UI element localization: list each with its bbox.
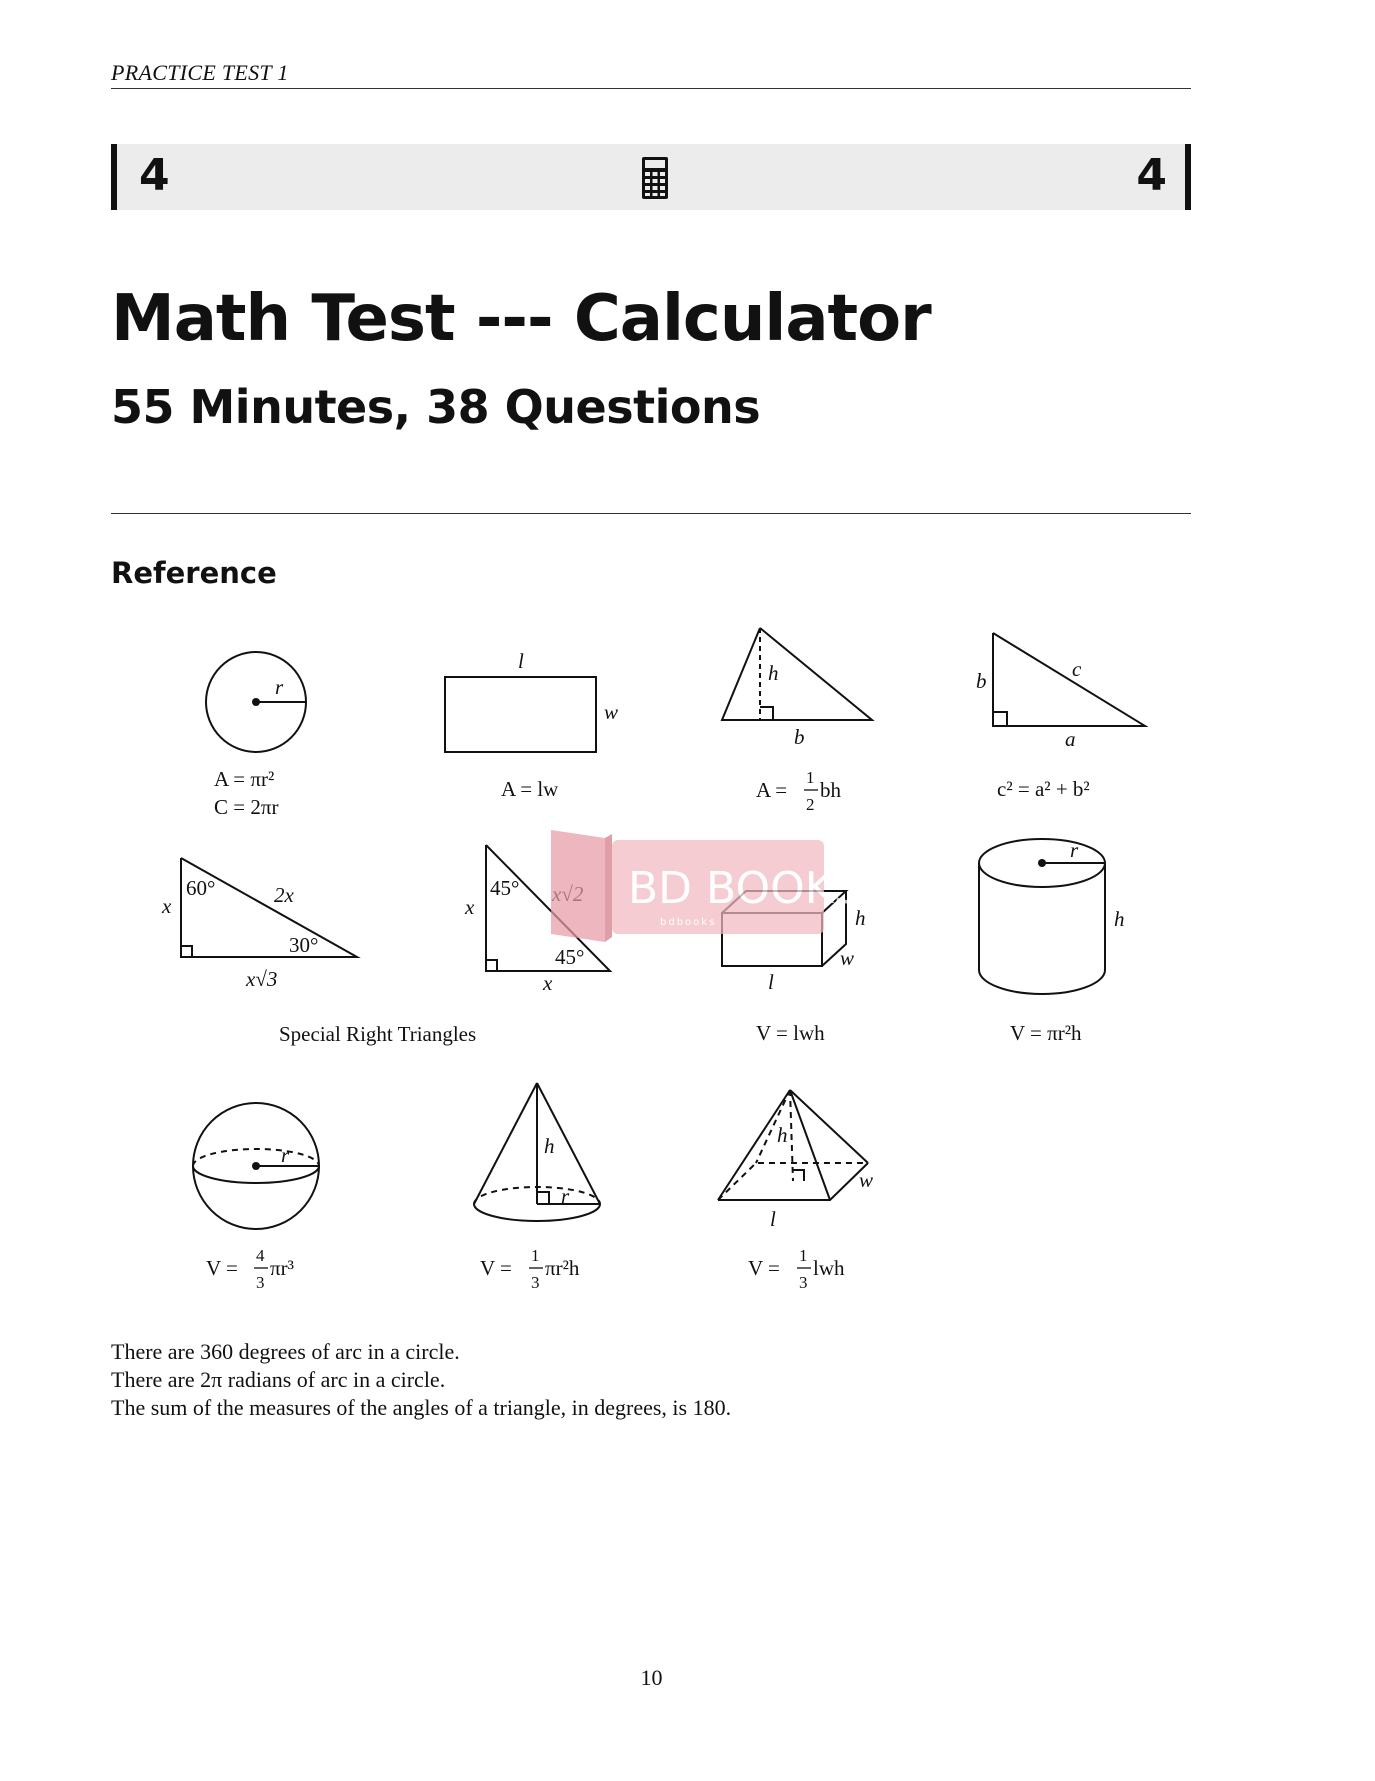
rectangle-width-label: w — [604, 700, 619, 724]
page-title: Math Test --- Calculator — [111, 282, 931, 356]
right-triangle-hyp-c: c — [1072, 657, 1082, 681]
cone-fraction-num: 1 — [531, 1246, 540, 1265]
triangle-45-45-90-left-label: x — [465, 895, 475, 919]
cylinder-radius-label: r — [1070, 838, 1079, 862]
page-subtitle: 55 Minutes, 38 Questions — [111, 380, 761, 434]
watermark-text: BD BOOKS — [628, 863, 862, 914]
pyramid-length-label: l — [770, 1207, 776, 1231]
cone-fraction-den: 3 — [531, 1273, 540, 1292]
sphere-formula-prefix: V = — [206, 1256, 238, 1280]
box-height-label: h — [855, 906, 866, 930]
page-number: 10 — [640, 1665, 663, 1690]
circle-circumference-formula: C = 2πr — [214, 795, 279, 819]
rectangle-length-label: l — [518, 649, 524, 673]
triangle-formula-prefix: A = — [756, 778, 788, 802]
sphere-fraction-num: 4 — [256, 1246, 265, 1265]
triangle-30-60-90-hyp-label: 2x — [274, 883, 294, 907]
triangle-45-45-90-bottom-angle: 45° — [555, 945, 585, 969]
section-number-right: 4 — [1136, 150, 1167, 201]
sphere-formula-suffix: πr³ — [270, 1256, 294, 1280]
note-line-1: There are 360 degrees of arc in a circle. — [111, 1339, 460, 1364]
cone-formula-prefix: V = — [480, 1256, 512, 1280]
circle-area-formula: A = πr² — [214, 767, 275, 791]
triangle-45-45-90-top-angle: 45° — [490, 876, 520, 900]
note-line-3: The sum of the measures of the angles of a triangle, in degrees, is 180. — [111, 1395, 732, 1420]
right-triangle-figure — [993, 633, 1145, 726]
triangle-30-60-90-bottom-angle: 30° — [289, 933, 319, 957]
pyramid-formula-prefix: V = — [748, 1256, 780, 1280]
pythagorean-formula: c² = a² + b² — [997, 777, 1090, 801]
section-number-left: 4 — [139, 150, 170, 201]
triangle-base-label: b — [794, 725, 805, 749]
cylinder-volume-formula: V = πr²h — [1010, 1021, 1082, 1045]
reference-heading: Reference — [111, 556, 277, 590]
cone-figure — [474, 1083, 600, 1221]
right-triangle-leg-b: b — [976, 669, 987, 693]
pyramid-formula-suffix: lwh — [813, 1256, 845, 1280]
triangle-30-60-90-top-angle: 60° — [186, 876, 216, 900]
note-line-2: There are 2π radians of arc in a circle. — [111, 1367, 446, 1392]
watermark-subtext: bdbooks — [660, 917, 717, 928]
cone-formula-suffix: πr²h — [545, 1256, 580, 1280]
triangle-45-45-90-bottom-label: x — [543, 971, 553, 995]
right-triangle-leg-a: a — [1065, 727, 1076, 751]
special-right-triangles-caption: Special Right Triangles — [279, 1022, 477, 1046]
sphere-figure — [193, 1103, 319, 1229]
triangle-formula-suffix: bh — [820, 778, 841, 802]
triangle-30-60-90-bottom-label: x√3 — [246, 967, 278, 991]
box-length-label: l — [768, 970, 774, 994]
pyramid-figure — [718, 1090, 868, 1200]
pyramid-fraction-den: 3 — [799, 1273, 808, 1292]
cone-height-label: h — [544, 1134, 555, 1158]
triangle-height-label: h — [768, 661, 779, 685]
sphere-fraction-den: 3 — [256, 1273, 265, 1292]
pyramid-fraction-num: 1 — [799, 1246, 808, 1265]
pyramid-height-label: h — [777, 1123, 788, 1147]
rectangle-figure — [445, 677, 596, 752]
circle-figure — [206, 652, 306, 752]
triangle-30-60-90-figure — [181, 858, 357, 957]
cone-radius-label: r — [561, 1184, 570, 1208]
circle-radius-label: r — [275, 675, 284, 699]
triangle-figure — [722, 628, 872, 720]
sphere-radius-label: r — [281, 1143, 290, 1167]
rectangle-area-formula: A = lw — [501, 777, 559, 801]
running-header: PRACTICE TEST 1 — [111, 60, 289, 85]
pyramid-width-label: w — [859, 1168, 874, 1192]
triangle-fraction-num: 1 — [806, 768, 815, 787]
cylinder-figure — [979, 839, 1105, 994]
box-volume-formula: V = lwh — [756, 1021, 825, 1045]
box-width-label: w — [840, 946, 855, 970]
triangle-fraction-den: 2 — [806, 795, 815, 814]
watermark — [551, 830, 862, 942]
cylinder-height-label: h — [1114, 907, 1125, 931]
triangle-30-60-90-left-label: x — [162, 894, 172, 918]
